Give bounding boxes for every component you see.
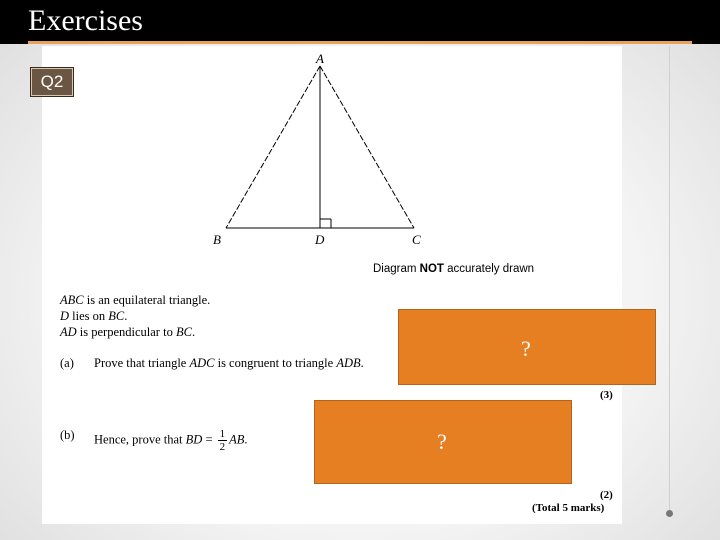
answer-placeholder-b: ? (437, 429, 447, 454)
answer-cover-a[interactable] (398, 309, 656, 385)
statement-line-2: D lies on BC. (60, 309, 128, 323)
part-b-marks: (2) (600, 489, 613, 501)
statement-line-1: ABC is an equilateral triangle. (60, 293, 211, 307)
fraction-numerator: 1 (219, 428, 226, 440)
answer-placeholder-a: ? (521, 336, 531, 361)
part-a-marks: (3) (600, 389, 613, 401)
part-a-label: (a) (60, 356, 74, 370)
slide-title: Exercises (28, 4, 143, 37)
vertex-label-c: C (412, 232, 421, 247)
slide-dot-icon (666, 510, 673, 517)
question-number-badge: Q2 (31, 68, 73, 96)
diagram-caption: Diagram NOT accurately drawn (373, 263, 535, 275)
answer-cover-b[interactable] (314, 400, 572, 484)
vertex-label-a: A (316, 51, 324, 66)
fraction-denominator: 2 (219, 441, 226, 453)
part-b-question: Hence, prove that BD = $\frac{1}{2}$ AB. (94, 428, 248, 453)
total-marks: (Total 5 marks) (532, 502, 605, 514)
side-ab (226, 66, 320, 228)
vertex-label-b: B (213, 232, 221, 247)
vertex-label-d: D (315, 232, 325, 247)
part-a-question: Prove that triangle ADC is congruent to triangle ADB. (94, 356, 364, 370)
side-ac (320, 66, 414, 228)
part-b-label: (b) (60, 428, 75, 442)
statement-line-3: AD is perpendicular to BC. (60, 325, 196, 339)
